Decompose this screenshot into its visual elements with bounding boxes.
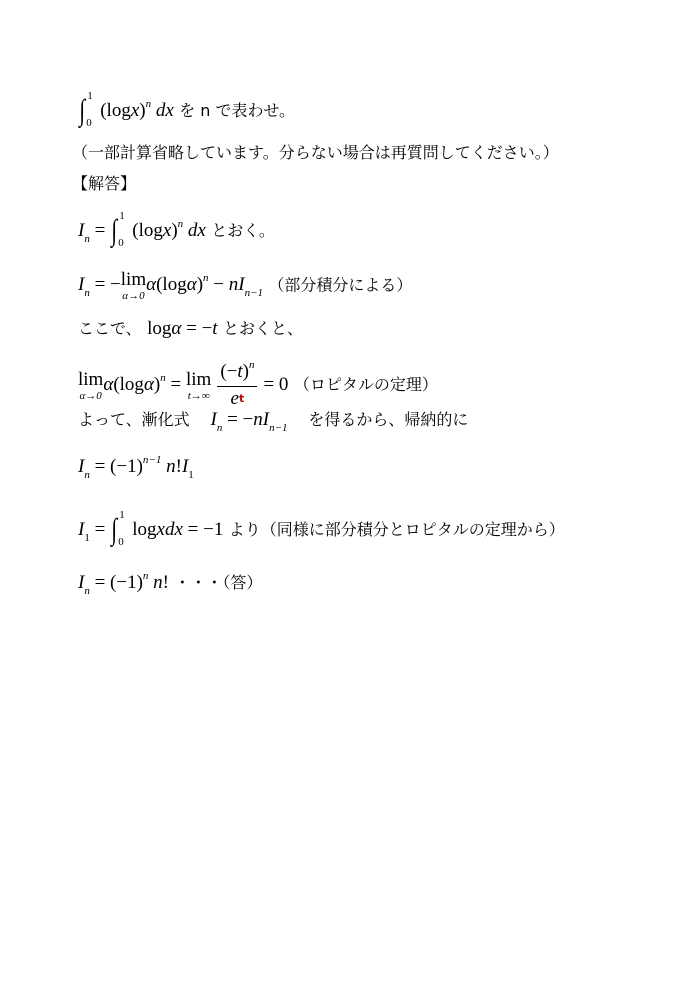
general-formula: $I_n = (-1)^{n-1}$ $n!I_1$ bbox=[78, 454, 194, 481]
integration-by-parts-note: （部分積分による） bbox=[268, 275, 413, 295]
definition-text: とおく。 bbox=[211, 221, 275, 240]
substitution-formula: logα = −t bbox=[147, 318, 218, 339]
general-formula-line bbox=[78, 454, 194, 481]
definition-formula: $I_n$ = ∫ 1 0 $(\log x)^n$ dx bbox=[78, 210, 206, 249]
final-answer-line bbox=[78, 570, 263, 597]
final-formula: $I_n = (-1)^n$ n! bbox=[78, 570, 169, 597]
base-case-text: より（同様に部分積分とロピタルの定理から） bbox=[228, 520, 565, 539]
problem-line bbox=[78, 90, 296, 129]
lhopital-line bbox=[78, 359, 438, 409]
note-text: （一部計算省略しています。分らない場合は再質問してください。） bbox=[72, 143, 559, 162]
integral-expression: ∫ 1 0 $(\log x)^n$ dx bbox=[79, 90, 174, 129]
recurrence-prefix: よって、漸化式 bbox=[78, 410, 190, 429]
lhopital-note: （ロピタルの定理） bbox=[293, 374, 438, 394]
recurrence-derivation-formula: $I_n$ = − lim α→0 $\alpha(\log\alpha)^n - nI_{n-1}$ bbox=[78, 269, 263, 302]
integration-by-parts-line bbox=[78, 270, 412, 302]
final-answer-label: ・・・（答） bbox=[174, 573, 263, 592]
substitution-prefix: ここで、 bbox=[78, 319, 142, 338]
base-case-formula: $I_1$ = ∫ 1 0 logxdx = −1 bbox=[78, 509, 224, 548]
limit-formula: lim α→0 $\alpha(\log\alpha)^n$ = lim t→∞ $\frac{(-t)^n}{e^t}$ = 0 bbox=[78, 359, 289, 409]
substitution-line bbox=[78, 319, 303, 339]
recurrence-formula: $I_n = -nI_{n-1}$ bbox=[210, 409, 288, 434]
recurrence-line bbox=[78, 410, 468, 432]
base-case-line bbox=[78, 509, 565, 548]
answer-heading: 【解答】 bbox=[72, 174, 137, 193]
definition-line bbox=[78, 210, 275, 249]
recurrence-suffix: を得るから、帰納的に bbox=[308, 410, 469, 429]
problem-text: を n で表わせ。 bbox=[179, 101, 296, 120]
exponent-t: t bbox=[238, 392, 245, 405]
substitution-suffix: とおくと、 bbox=[222, 319, 303, 338]
